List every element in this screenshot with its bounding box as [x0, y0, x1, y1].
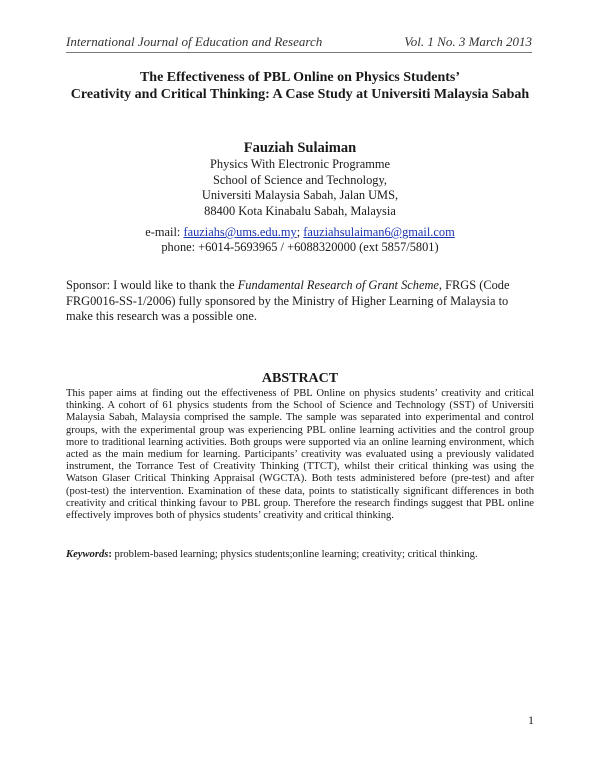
- author-affiliation: [40, 157, 560, 219]
- keywords-line: [66, 549, 540, 561]
- affiliation-line: 88400 Kota Kinabalu Sabah, Malaysia: [204, 203, 396, 218]
- email-separator: ;: [296, 225, 301, 239]
- affiliation-line: School of Science and Technology,: [213, 172, 387, 187]
- sponsor-text-start: Sponsor: I would like to thank the: [66, 278, 238, 292]
- author-name: Fauziah Sulaiman: [243, 140, 357, 156]
- page-number: 1: [528, 713, 534, 727]
- affiliation-line: Universiti Malaysia Sabah, Jalan UMS,: [201, 188, 399, 202]
- paper-title: [40, 69, 560, 103]
- email-link-primary[interactable]: fauziahs@ums.edu.my: [183, 225, 297, 239]
- issue-info: Vol. 1 No. 3 March 2013: [404, 34, 532, 49]
- affiliation-line: Physics With Electronic Programme: [210, 157, 390, 171]
- email-link-secondary[interactable]: fauziahsulaiman6@gmail.com: [303, 225, 455, 239]
- phone-line: phone: +6014-5693965 / +6088320000 (ext 5857/5801): [161, 239, 439, 254]
- running-header: [66, 34, 532, 53]
- abstract-heading: ABSTRACT: [261, 371, 339, 386]
- email-line: [40, 225, 560, 240]
- journal-name: International Journal of Education and Research: [66, 34, 323, 49]
- grant-scheme-name: Fundamental Research of Grant Scheme: [237, 278, 439, 292]
- title-line-2: Creativity and Critical Thinking: A Case Study at Universiti Malaysia Sabah: [70, 87, 530, 102]
- keywords-text: problem-based learning; physics students;online learning; creativity; critical thinking.: [111, 549, 478, 560]
- sponsor-text-end: , FRGS (Code FRG0016-SS-1/2006) fully sponsored by the Ministry of Higher Learning of Malaysia to make this research was a possible one.: [66, 278, 510, 323]
- sponsor-note: [66, 278, 536, 325]
- email-label: e-mail:: [145, 225, 181, 239]
- abstract-body: This paper aims at finding out the effectiveness of PBL Online on physics students’ creativity and critical thinking. A cohort of 61 physics students from the School of Science and Technology (SST) of Universiti Malaysia Sabah, Malaysia comprised the sample. The sample was separated into experimental and control groups, with the experimental group was experiencing PBL online learning activities and the control group more to traditional learning activities. Both groups were supported via an online learning environment, which acted as the main medium for learning. Participants’ creativity was evaluated using a previously validated instrument, the Torrance Test of Creativity Thinking (TTCT), whilst their critical thinking was using the Watson Glaser Critical Thinking Appraisal (WGCTA). Both tests administered before (pre-test) and after (post-test) the intervention. Examination of these data, points to statistically significant differences in both creativity and critical thinking favour to PBL group. Therefore the research findings suggest that PBL online effectively improves both of physics students’ creativity and critical thinking.: [66, 388, 534, 522]
- author-contact: [40, 225, 560, 254]
- keywords-label: Keywords: [66, 549, 109, 560]
- keywords-colon: :: [108, 549, 112, 560]
- title-line-1: The Effectiveness of PBL Online on Physics Students’: [139, 70, 461, 85]
